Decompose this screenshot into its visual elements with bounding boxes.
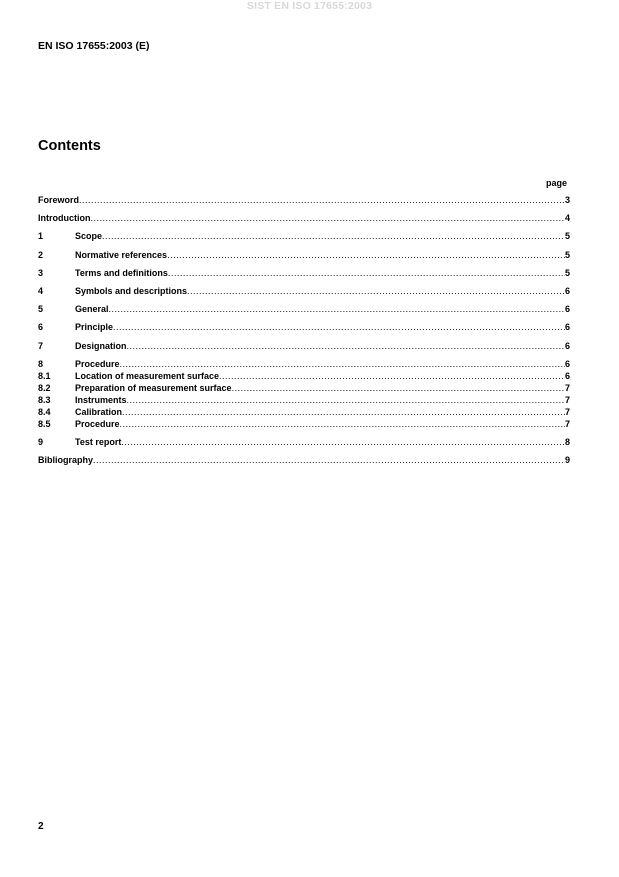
toc-entry-normative-references[interactable] — [38, 250, 570, 261]
toc-entry-title: Calibration — [75, 407, 123, 417]
toc-entry-number: 1 — [38, 231, 44, 241]
toc-entry-number: 8.4 — [38, 407, 51, 417]
toc-leader-dots — [91, 213, 565, 224]
toc-entry-foreword[interactable] — [38, 195, 570, 206]
toc-entry-test-report[interactable] — [38, 437, 570, 448]
toc-entry-page: 7 — [564, 419, 570, 429]
toc-leader-dots — [187, 286, 565, 297]
toc-entry-number: 8.5 — [38, 419, 51, 429]
toc-leader-dots — [122, 407, 565, 418]
toc-entry-page: 7 — [564, 395, 570, 405]
toc-entry-title: Preparation of measurement surface — [75, 383, 232, 393]
toc-entry-title: Terms and definitions — [75, 268, 168, 278]
page-column-label: page — [545, 178, 567, 188]
toc-leader-dots — [167, 250, 565, 261]
toc-entry-procedure[interactable] — [38, 359, 570, 370]
toc-entry-scope[interactable] — [38, 231, 570, 242]
toc-entry-title: Procedure — [75, 359, 120, 369]
watermark: SIST EN ISO 17655:2003 — [246, 0, 373, 12]
toc-entry-terms-and-definitions[interactable] — [38, 268, 570, 279]
contents-title: Contents — [38, 138, 101, 154]
toc-entry-title: Bibliography — [38, 455, 94, 465]
toc-entry-preparation-of-measurement-surface[interactable] — [38, 383, 570, 394]
toc-entry-page: 4 — [564, 213, 570, 223]
toc-leader-dots — [113, 322, 565, 333]
toc-entry-title: Procedure — [75, 419, 120, 429]
toc-entry-title: Symbols and descriptions — [75, 286, 188, 296]
toc-entry-number: 4 — [38, 286, 44, 296]
toc-entry-location-of-measurement-surface[interactable] — [38, 371, 570, 382]
toc-leader-dots — [127, 341, 565, 352]
toc-leader-dots — [232, 383, 565, 394]
toc-entry-general[interactable] — [38, 304, 570, 315]
toc-entry-page: 8 — [564, 437, 570, 447]
document-id: EN ISO 17655:2003 (E) — [38, 40, 150, 52]
toc-entry-page: 6 — [564, 341, 570, 351]
toc-entry-principle[interactable] — [38, 322, 570, 333]
toc-entry-title: Principle — [75, 322, 114, 332]
toc-leader-dots — [102, 231, 565, 242]
toc-entry-number: 9 — [38, 437, 44, 447]
toc-leader-dots — [93, 455, 565, 466]
toc-entry-number: 8 — [38, 359, 44, 369]
toc-entry-number: 8.3 — [38, 395, 51, 405]
toc-entry-title: Instruments — [75, 395, 127, 405]
toc-entry-title: Test report — [75, 437, 122, 447]
toc-entry-page: 6 — [564, 322, 570, 332]
toc-entry-page: 3 — [564, 195, 570, 205]
toc-entry-page: 6 — [564, 359, 570, 369]
toc-leader-dots — [79, 195, 565, 206]
toc-entry-number: 5 — [38, 304, 44, 314]
toc-entry-title: Foreword — [38, 195, 80, 205]
toc-entry-number: 8.2 — [38, 383, 51, 393]
toc-entry-page: 5 — [564, 268, 570, 278]
toc-entry-symbols-and-descriptions[interactable] — [38, 286, 570, 297]
toc-leader-dots — [121, 437, 565, 448]
toc-entry-designation[interactable] — [38, 341, 570, 352]
toc-entry-page: 9 — [564, 455, 570, 465]
toc-entry-page: 6 — [564, 286, 570, 296]
toc-leader-dots — [168, 268, 565, 279]
toc-leader-dots — [127, 395, 565, 406]
toc-entry-page: 5 — [564, 231, 570, 241]
toc-leader-dots — [120, 419, 565, 430]
page-number: 2 — [38, 821, 44, 832]
toc-entry-title: General — [75, 304, 109, 314]
toc-entry-number: 7 — [38, 341, 44, 351]
toc-entry-number: 6 — [38, 322, 44, 332]
toc-entry-page: 5 — [564, 250, 570, 260]
toc-entry-procedure-steps[interactable] — [38, 419, 570, 430]
toc-entry-number: 3 — [38, 268, 44, 278]
toc-leader-dots — [219, 371, 565, 382]
toc-entry-bibliography[interactable] — [38, 455, 570, 466]
toc-entry-number: 8.1 — [38, 371, 51, 381]
toc-entry-calibration[interactable] — [38, 407, 570, 418]
toc-entry-page: 7 — [564, 407, 570, 417]
toc-entry-title: Normative references — [75, 250, 168, 260]
toc-entry-page: 7 — [564, 383, 570, 393]
toc-entry-title: Introduction — [38, 213, 91, 223]
toc-entry-instruments[interactable] — [38, 395, 570, 406]
toc-entry-title: Location of measurement surface — [75, 371, 220, 381]
toc-entry-page: 6 — [564, 304, 570, 314]
toc-entry-introduction[interactable] — [38, 213, 570, 224]
toc-entry-title: Scope — [75, 231, 103, 241]
toc-entry-page: 6 — [564, 371, 570, 381]
toc-leader-dots — [120, 359, 565, 370]
toc-entry-number: 2 — [38, 250, 44, 260]
toc-leader-dots — [109, 304, 565, 315]
toc-entry-title: Designation — [75, 341, 127, 351]
